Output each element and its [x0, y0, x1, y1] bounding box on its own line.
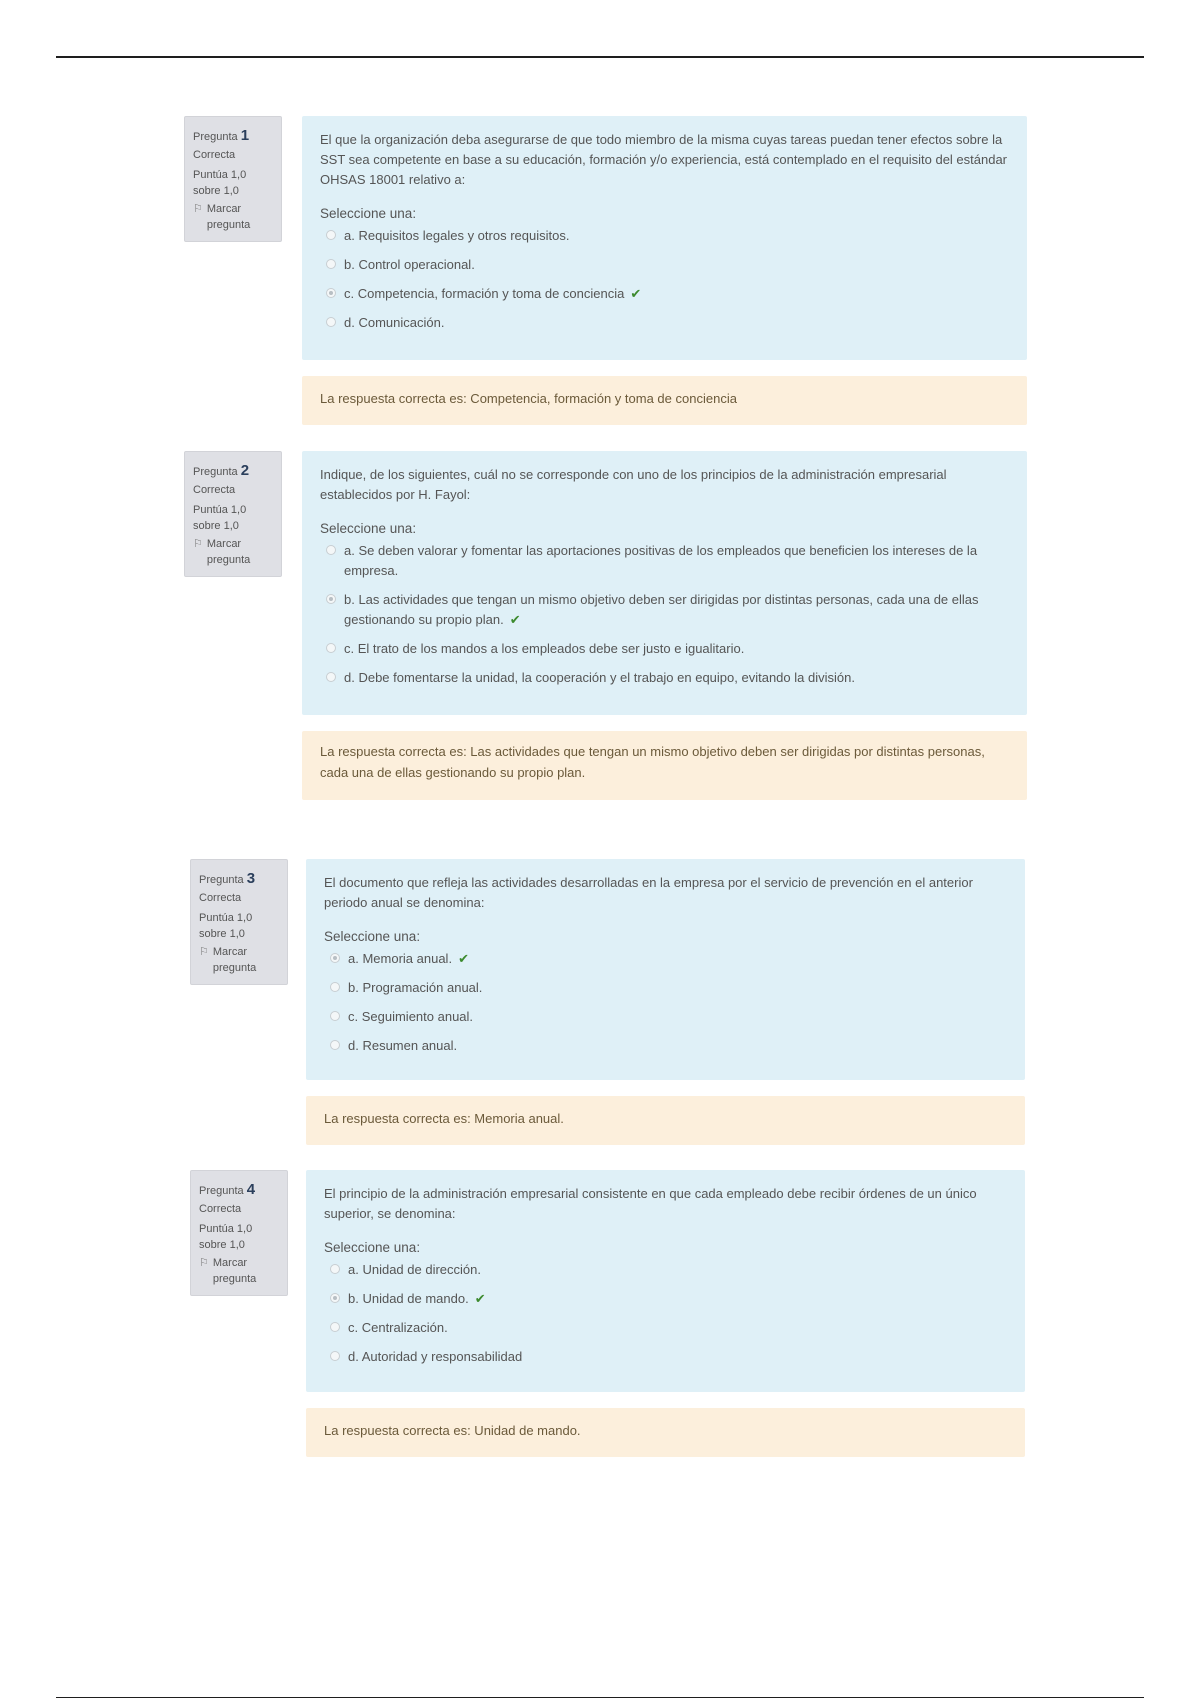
answer-option-b[interactable]	[324, 1289, 1007, 1309]
flag-question-link[interactable]	[193, 201, 274, 233]
flag-question-link[interactable]	[199, 1255, 280, 1287]
option-label: c. Seguimiento anual.	[348, 1009, 474, 1024]
option-label: c. El trato de los mandos a los empleados debe ser justo e igualitario.	[344, 641, 745, 656]
question-formulation	[302, 451, 1027, 715]
option-label: c. Competencia, formación y toma de conciencia	[344, 286, 625, 301]
answer-option-d[interactable]	[324, 1347, 1007, 1367]
radio-button[interactable]	[330, 1011, 340, 1021]
correct-check-icon: ✔	[458, 951, 469, 966]
question-info	[190, 1170, 288, 1296]
select-prompt: Seleccione una:	[324, 929, 421, 944]
correct-answer-feedback: La respuesta correcta es: Memoria anual.	[306, 1096, 1025, 1145]
radio-button[interactable]	[326, 317, 336, 327]
correct-answer-feedback: La respuesta correcta es: Unidad de mando.	[306, 1408, 1025, 1457]
option-label: b. Unidad de mando.	[348, 1291, 469, 1306]
radio-button[interactable]	[330, 982, 340, 992]
answer-option-c[interactable]	[324, 1007, 1007, 1027]
radio-button[interactable]	[326, 643, 336, 653]
answer-option-d[interactable]	[320, 313, 1009, 333]
answer-option-d[interactable]	[320, 668, 1009, 688]
question-text: El principio de la administración empresarial consistente en que cada empleado debe recibir órdenes de un único superior, se denomina:	[324, 1186, 977, 1221]
radio-button[interactable]	[330, 1264, 340, 1274]
question-text: El que la organización deba asegurarse de que todo miembro de la misma cuyas tareas puedan tener efectos sobre la SST sea competente en base a su educación, formación y/o experiencia, está contemplado en el requisito del estándar OHSAS 18001 relativo a:	[320, 132, 1008, 187]
radio-button-selected[interactable]	[330, 953, 340, 963]
question-info	[190, 859, 288, 985]
option-label: b. Programación anual.	[348, 980, 483, 995]
question-info	[184, 116, 282, 242]
answer-options	[320, 226, 1009, 333]
correct-answer-feedback: La respuesta correcta es: Las actividades que tengan un mismo objetivo deben ser dirigidas por distintas personas, cada una de ellas gestionando su propio plan.	[302, 731, 1027, 800]
flag-icon: ⚐	[193, 538, 203, 550]
question-state: Correcta	[193, 484, 236, 496]
option-label: a. Memoria anual.	[348, 951, 453, 966]
answer-options	[324, 1260, 1007, 1367]
answer-option-c[interactable]	[324, 1318, 1007, 1338]
correct-check-icon: ✔	[630, 286, 642, 301]
question-number: 3	[246, 870, 256, 887]
question-label: Pregunta	[193, 131, 238, 143]
option-label: b. Control operacional.	[344, 257, 475, 272]
radio-button[interactable]	[326, 230, 336, 240]
question-state: Correcta	[193, 149, 236, 161]
correct-check-icon: ✔	[474, 1291, 486, 1306]
answer-option-d[interactable]	[324, 1036, 1007, 1056]
option-label: a. Se deben valorar y fomentar las aportaciones positivas de los empleados que beneficien los intereses de la empresa.	[344, 543, 978, 578]
question-state: Correcta	[199, 892, 242, 904]
question-grade: Puntúa 1,0 sobre 1,0	[199, 1223, 253, 1251]
radio-button[interactable]	[330, 1322, 340, 1332]
correct-answer-feedback: La respuesta correcta es: Competencia, formación y toma de conciencia	[302, 376, 1027, 425]
answer-option-b[interactable]	[320, 255, 1009, 275]
radio-button[interactable]	[326, 259, 336, 269]
option-label: d. Debe fomentarse la unidad, la cooperación y el trabajo en equipo, evitando la división.	[344, 670, 855, 685]
option-label: d. Resumen anual.	[348, 1038, 458, 1053]
flag-question-label: Marcar pregunta	[212, 946, 257, 974]
answer-option-c[interactable]	[320, 639, 1009, 659]
question-grade: Puntúa 1,0 sobre 1,0	[193, 169, 247, 197]
option-label: d. Autoridad y responsabilidad	[348, 1349, 523, 1364]
flag-icon: ⚐	[193, 203, 203, 215]
flag-question-label: Marcar pregunta	[206, 203, 251, 231]
flag-icon: ⚐	[199, 1257, 209, 1269]
flag-question-link[interactable]	[193, 536, 274, 568]
option-label: d. Comunicación.	[344, 315, 445, 330]
question-number: 4	[246, 1181, 256, 1198]
question-number: 2	[240, 462, 250, 479]
correct-check-icon: ✔	[509, 612, 521, 627]
radio-button-selected[interactable]	[326, 288, 336, 298]
option-label: a. Requisitos legales y otros requisitos.	[344, 228, 570, 243]
question-label: Pregunta	[199, 1185, 244, 1197]
question-label: Pregunta	[193, 466, 238, 478]
answer-option-a[interactable]	[324, 1260, 1007, 1280]
question-number: 1	[240, 127, 250, 144]
question-text: El documento que refleja las actividades desarrolladas en la empresa por el servicio de prevención en el anterior periodo anual se denomina:	[324, 875, 973, 910]
question-formulation	[306, 859, 1025, 1080]
question-label: Pregunta	[199, 874, 244, 886]
answer-options	[324, 949, 1007, 1056]
answer-option-a[interactable]	[324, 949, 1007, 969]
question-grade: Puntúa 1,0 sobre 1,0	[199, 912, 253, 940]
question-formulation	[306, 1170, 1025, 1392]
radio-button[interactable]	[330, 1040, 340, 1050]
question-text: Indique, de los siguientes, cuál no se corresponde con uno de los principios de la administración empresarial establecidos por H. Fayol:	[320, 467, 947, 502]
flag-question-link[interactable]	[199, 944, 280, 976]
answer-option-c[interactable]	[320, 284, 1009, 304]
flag-question-label: Marcar pregunta	[206, 538, 251, 566]
option-label: c. Centralización.	[348, 1320, 448, 1335]
radio-button[interactable]	[330, 1351, 340, 1361]
option-label: a. Unidad de dirección.	[348, 1262, 481, 1277]
question-formulation	[302, 116, 1027, 360]
radio-button-selected[interactable]	[326, 594, 336, 604]
select-prompt: Seleccione una:	[320, 206, 417, 221]
select-prompt: Seleccione una:	[320, 521, 417, 536]
answer-option-a[interactable]	[320, 541, 1009, 581]
flag-icon: ⚐	[199, 946, 209, 958]
option-label: b. Las actividades que tengan un mismo objetivo deben ser dirigidas por distintas personas, cada una de ellas gestionando su propio plan.	[344, 592, 979, 627]
bottom-rule	[56, 1697, 1144, 1698]
answer-option-a[interactable]	[320, 226, 1009, 246]
radio-button-selected[interactable]	[330, 1293, 340, 1303]
answer-option-b[interactable]	[324, 978, 1007, 998]
select-prompt: Seleccione una:	[324, 1240, 421, 1255]
question-grade: Puntúa 1,0 sobre 1,0	[193, 504, 247, 532]
top-rule	[56, 56, 1144, 58]
radio-button[interactable]	[326, 545, 336, 555]
radio-button[interactable]	[326, 672, 336, 682]
flag-question-label: Marcar pregunta	[212, 1257, 257, 1285]
question-info	[184, 451, 282, 577]
question-state: Correcta	[199, 1203, 242, 1215]
answer-options	[320, 541, 1009, 688]
answer-option-b[interactable]	[320, 590, 1009, 630]
